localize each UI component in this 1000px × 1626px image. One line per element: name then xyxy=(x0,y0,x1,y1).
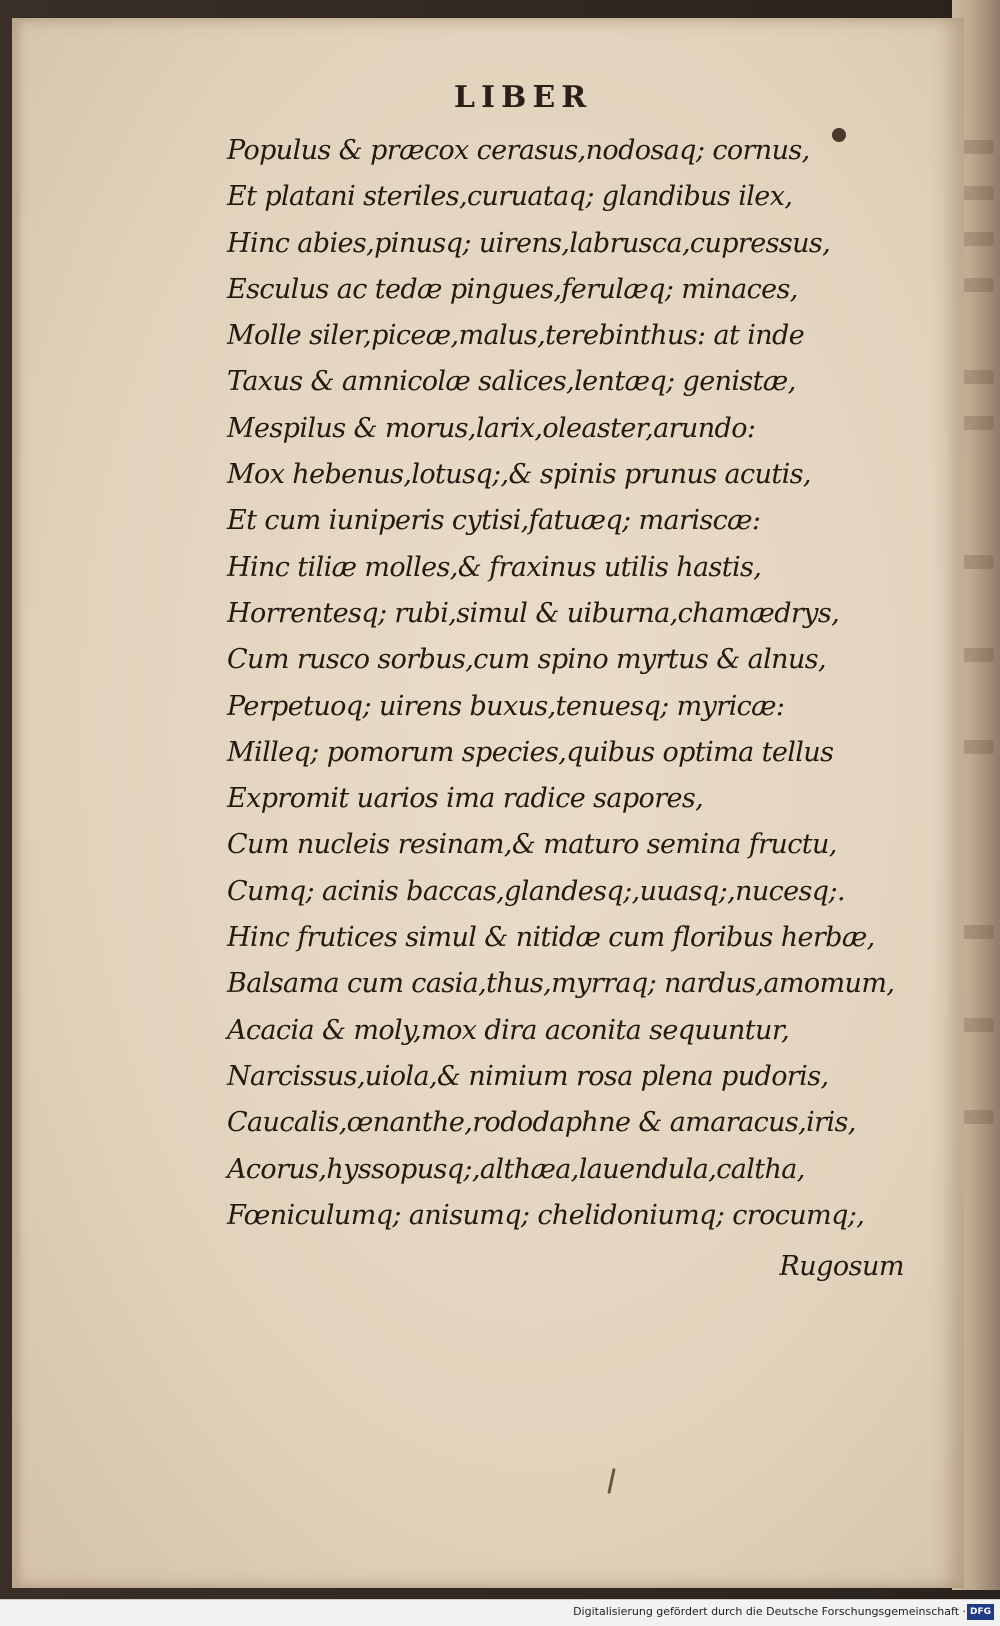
verse-line: Et platani steriles,curuataq; glandibus ilex, xyxy=(227,181,793,213)
verse-line: Milleq; pomorum species,quibus optima tellus xyxy=(227,736,834,768)
footer-credit: Digitalisierung gefördert durch die Deutsche Forschungsgemeinschaft · xyxy=(573,1605,966,1618)
verse-line: Balsama cum casia,thus,myrraq; nardus,amomum, xyxy=(227,968,895,1000)
verse-line: Hinc abies,pinusq; uirens,labrusca,cupressus, xyxy=(227,227,831,259)
digitization-footer xyxy=(0,1599,1000,1626)
verse-line: Cumq; acinis baccas,glandesq;,uuasq;,nucesq;. xyxy=(227,875,845,907)
verse-line: Molle siler,piceæ,malus,terebinthus: at inde xyxy=(227,320,805,352)
book-page xyxy=(12,18,964,1588)
verse-line: Mox hebenus,lotusq;,& spinis prunus acutis, xyxy=(227,459,811,491)
catchword: Rugosum xyxy=(779,1251,904,1282)
running-head: LIBER xyxy=(453,80,593,115)
page-gutter-shadow xyxy=(12,18,22,1588)
verse-line: Et cum iuniperis cytisi,fatuæq; mariscæ: xyxy=(227,505,761,537)
verse-block xyxy=(227,128,907,1239)
verse-line: Acacia & moly,mox dira aconita sequuntur, xyxy=(227,1014,790,1046)
verse-line: Taxus & amnicolæ salices,lentæq; genistæ, xyxy=(227,366,796,398)
verse-line: Cum nucleis resinam,& maturo semina fructu, xyxy=(227,829,837,861)
verse-line: Esculus ac tedæ pingues,ferulæq; minaces, xyxy=(227,273,798,305)
verse-line: Horrentesq; rubi,simul & uiburna,chamædrys, xyxy=(227,597,840,629)
verse-line: Hinc frutices simul & nitidæ cum floribus herbæ, xyxy=(227,922,875,954)
verse-line: Fœniculumq; anisumq; chelidoniumq; crocumq;, xyxy=(227,1199,865,1231)
verse-line: Expromit uarios ima radice sapores, xyxy=(227,783,704,815)
verse-line: Caucalis,œnanthe,rododaphne & amaracus,iris, xyxy=(227,1107,856,1139)
verse-line: Mespilus & morus,larix,oleaster,arundo: xyxy=(227,412,756,444)
verse-line: Acorus,hyssopusq;,althæa,lauendula,caltha, xyxy=(227,1153,805,1185)
verse-line: Cum rusco sorbus,cum spino myrtus & alnus, xyxy=(227,644,826,676)
verse-line: Populus & præcox cerasus,nodosaq; cornus, xyxy=(227,135,810,166)
verse-line: Hinc tiliæ molles,& fraxinus utilis hastis, xyxy=(227,551,762,583)
pen-mark xyxy=(607,1468,615,1494)
verse-line: Perpetuoq; uirens buxus,tenuesq; myricæ: xyxy=(227,690,785,722)
verse-line: Narcissus,uiola,& nimium rosa plena pudoris, xyxy=(227,1060,829,1092)
dfg-logo: DFG xyxy=(967,1604,994,1620)
